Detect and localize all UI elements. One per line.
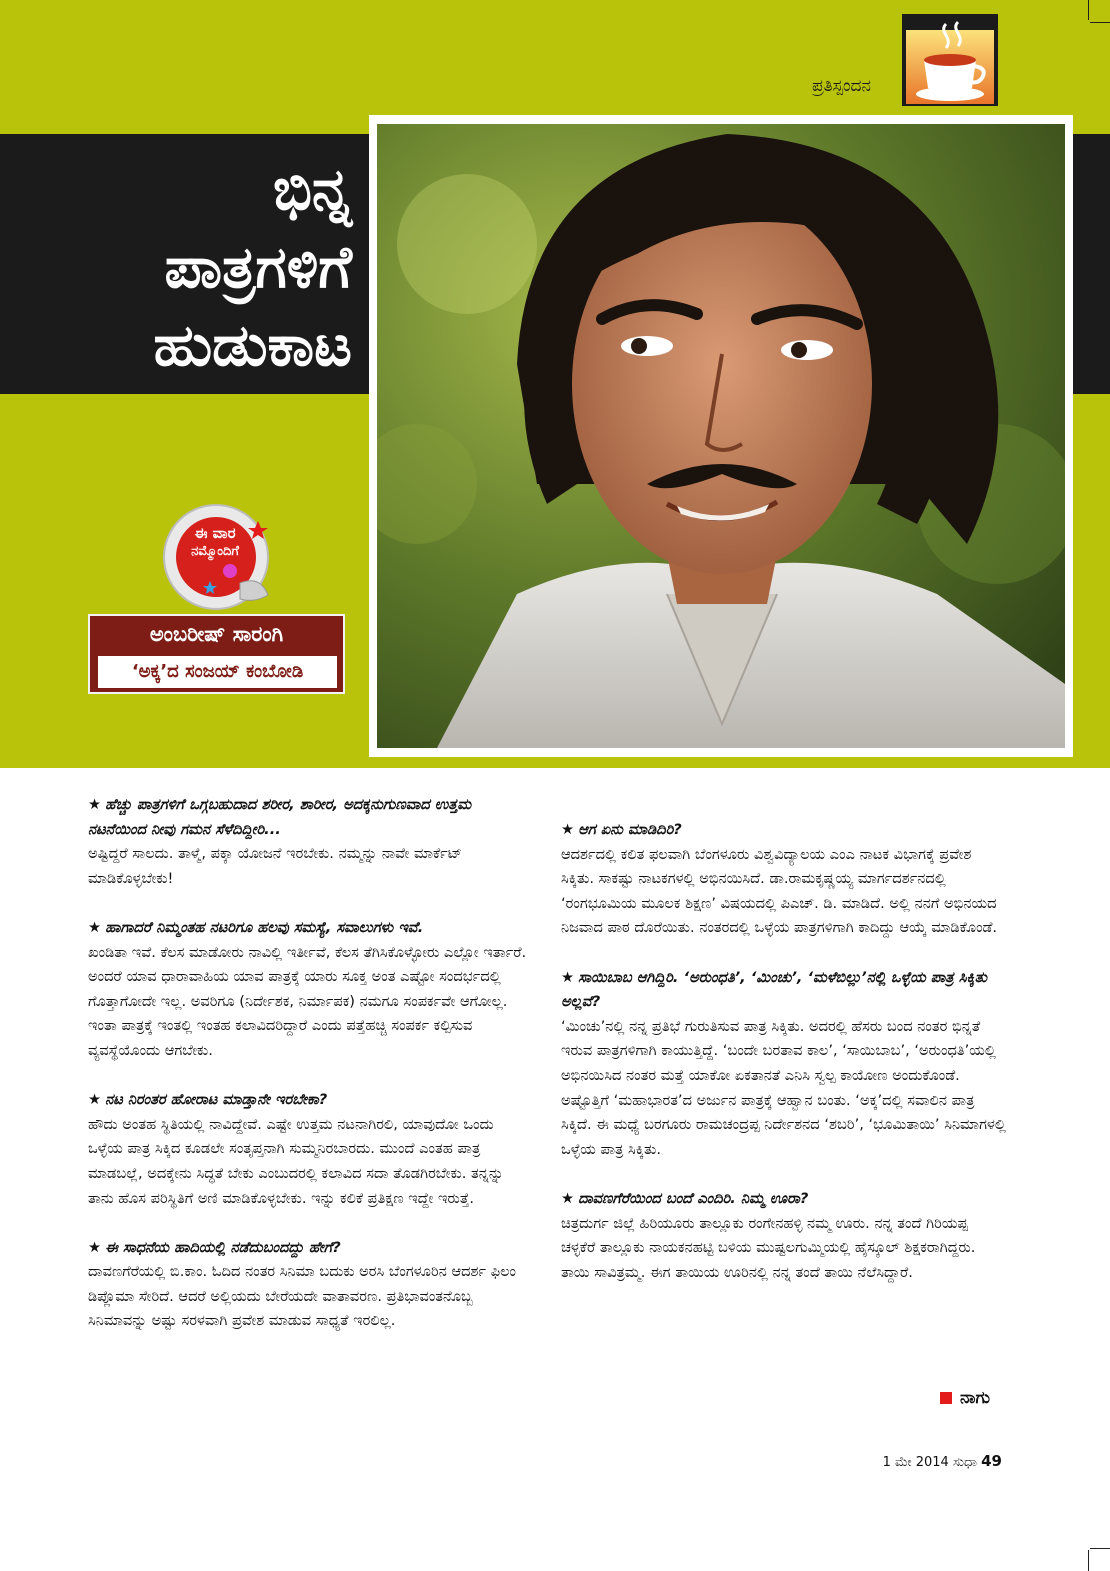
title-line: ಪಾತ್ರಗಳಿಗೆ [164,233,352,301]
actor-role: ‘ಅಕ್ಕ’ದ ಸಂಜಯ್ ಕಂಬೋಡಿ [98,656,337,688]
qa-block [88,916,533,1064]
question: ★ ಈ ಸಾಧನೆಯ ಹಾದಿಯಲ್ಲಿ ನಡೆದುಬಂದದ್ದು ಹೇಗೆ? [88,1238,341,1256]
star-icon: ★ [561,1189,575,1207]
crop-mark [1090,22,1110,23]
title-line: ಭಿನ್ನ [272,155,352,223]
page-folio [880,1452,1002,1470]
answer: ಆದರ್ಶದಲ್ಲಿ ಕಲಿತ ಫಲವಾಗಿ ಬೆಂಗಳೂರು ವಿಶ್ವವಿದ್ಯಾಲಯ ಎಂಎ ನಾಟಕ ವಿಭಾಗಕ್ಕೆ ಪ್ರವೇಶ ಸಿಕ್ಕಿತು. ಸಾಕಷ್ಟು ನಾಟಕಗಳಲ್ಲಿ ಅಭಿನಯಿಸಿದೆ. ಡಾ.ರಾಮಕೃಷ್ಣಯ್ಯ ಮಾರ್ಗದರ್ಶನದಲ್ಲಿ ‘ರಂಗಭೂಮಿಯ ಮೂಲಕ ಶಿಕ್ಷಣ’ ವಿಷಯದಲ್ಲಿ ಪಿಎಚ್. ಡಿ. ಮಾಡಿದೆ. ಅಲ್ಲಿ ನನಗೆ ಅಭಿನಯದ ನಿಜವಾದ ಪಾಠ ದೊರೆಯಿತು. ನಂತರದಲ್ಲಿ ಒಳ್ಳೆಯ ಪಾತ್ರಗಳಿಗಾಗಿ ಕಾದಿದ್ದು ಆಯ್ಕೆ ಮಾಡಿಕೊಂಡೆ. [561,845,998,937]
crop-mark [1088,0,1089,20]
star-icon: ★ [88,796,102,813]
badge-text [170,523,260,561]
answer: ಚಿತ್ರದುರ್ಗ ಜಿಲ್ಲೆ ಹಿರಿಯೂರು ತಾಲ್ಲೂಕು ರಂಗೇನಹಳ್ಳಿ ನಮ್ಮ ಊರು. ನನ್ನ ತಂದೆ ಗಿರಿಯಪ್ಪ ಚಳ್ಳಕೆರೆ ತಾಲ್ಲೂಕು ನಾಯಕನಹಟ್ಟಿ ಬಳಿಯ ಮುಷ್ಟಲಗುಮ್ಮಿಯಲ್ಲಿ ಹೈಸ್ಕೂಲ್ ಶಿಕ್ಷಕರಾಗಿದ್ದರು. ತಾಯಿ ಸಾವಿತ್ರಮ್ಮ. ಈಗ ತಾಯಿಯ ಊರಿನಲ್ಲಿ ನನ್ನ ತಂದೆ ತಾಯಿ ನೆಲೆಸಿದ್ದಾರೆ. [561,1214,976,1281]
section-label: ಪ್ರತಿಸ್ಪಂದನ [812,76,871,96]
author-signature: ನಾಗು [940,1388,990,1408]
answer: ಅಷ್ಟಿದ್ದರೆ ಸಾಲದು. ತಾಳ್ಮೆ, ಪಕ್ಕಾ ಯೋಜನೆ ಇರಬೇಕು. ನಮ್ಮನ್ನು ನಾವೇ ಮಾರ್ಕೆಟ್ ಮಾಡಿಕೊಳ್ಳಬೇಕು! [88,845,463,887]
red-square-icon [940,1392,952,1404]
issue-date: 1 ಮೇ 2014 [882,1455,949,1470]
coffee-cup-icon [902,14,998,106]
badge-line-2: ನಮ್ಮೊಂದಿಗೆ [191,544,239,559]
magazine-name: ಸುಧಾ [952,1455,977,1470]
article-column-left [88,793,533,1359]
byline-box [88,614,345,694]
qa-block [88,793,533,891]
qa-block [561,966,1006,1163]
star-icon: ★ [88,918,102,936]
star-icon: ★ [88,1238,102,1256]
answer: ದಾವಣಗೆರೆಯಲ್ಲಿ ಬಿ.ಕಾಂ. ಓದಿದ ನಂತರ ಸಿನಿಮಾ ಬದುಕು ಅರಸಿ ಬೆಂಗಳೂರಿನ ಆದರ್ಶ ಫಿಲಂ ಡಿಪ್ಲೊಮಾ ಸೇರಿದೆ. ಆದರೆ ಅಲ್ಲಿಯದು ಬೇರೆಯದೇ ವಾತಾವರಣ. ಪ್ರತಿಭಾವಂತನೊಬ್ಬ ಸಿನಿಮಾವನ್ನು ಅಷ್ಟು ಸರಳವಾಗಿ ಪ್ರವೇಶ ಮಾಡುವ ಸಾಧ್ಯತೆ ಇರಲಿಲ್ಲ. [88,1263,516,1330]
qa-block [88,1088,533,1211]
article-title [22,150,352,384]
star-icon: ★ [88,1091,102,1109]
question: ★ ಸಾಯಿಬಾಬ ಆಗಿದ್ದಿರಿ. ‘ಅರುಂಧತಿ’, ‘ಮಿಂಚು’, ‘ಮಳೆಬಿಲ್ಲು’ನಲ್ಲಿ ಒಳ್ಳೆಯ ಪಾತ್ರ ಸಿಕ್ಕಿತು ಅಲ್ಲವೆ? [561,968,988,1011]
question: ★ ಆಗ ಏನು ಮಾಡಿದಿರಿ? [561,821,682,838]
question: ★ ದಾವಣಗೆರೆಯಿಂದ ಬಂದೆ ಎಂದಿರಿ. ನಿಮ್ಮ ಊರಾ? [561,1189,809,1207]
qa-block [88,1236,533,1334]
answer: ಹೌದು ಅಂತಹ ಸ್ಥಿತಿಯಲ್ಲಿ ನಾವಿದ್ದೇವೆ. ಎಷ್ಟೇ ಉತ್ತಮ ನಟನಾಗಿರಲಿ, ಯಾವುದೋ ಒಂದು ಒಳ್ಳೆಯ ಪಾತ್ರ ಸಿಕ್ಕಿದ ಕೂಡಲೇ ಸಂತೃಪ್ತನಾಗಿ ಸುಮ್ಮನಿರಬಾರದು. ಮುಂದೆ ಎಂತಹ ಪಾತ್ರ ಮಾಡಬಲ್ಲೆ, ಅದಕ್ಕೇನು ಸಿದ್ಧತೆ ಬೇಕು ಎಂಬುದರಲ್ಲಿ ಕಲಾವಿದ ಸದಾ ತೊಡಗಿರಬೇಕು. ತನ್ನನ್ನು ತಾನು ಹೊಸ ಪರಿಸ್ಥಿತಿಗೆ ಅಣಿ ಮಾಡಿಕೊಳ್ಳಬೇಕು. ಇನ್ನು ಕಲಿಕೆ ಪ್ರತಿಕ್ಷಣ ಇದ್ದೇ ಇರುತ್ತೆ. [88,1115,504,1207]
question: ★ ನಟ ನಿರಂತರ ಹೋರಾಟ ಮಾಡ್ತಾನೇ ಇರಬೇಕಾ? [88,1091,328,1109]
qa-block [561,818,1006,941]
answer: ‘ಮಿಂಚು’ನಲ್ಲಿ ನನ್ನ ಪ್ರತಿಭೆ ಗುರುತಿಸುವ ಪಾತ್ರ ಸಿಕ್ಕಿತು. ಅದರಲ್ಲಿ ಹೆಸರು ಬಂದ ನಂತರ ಭಿನ್ನತೆ ಇರುವ ಪಾತ್ರಗಳಿಗಾಗಿ ಕಾಯುತ್ತಿದ್ದೆ. ‘ಬಂದೇ ಬರತಾವ ಕಾಲ’, ‘ಸಾಯಿಬಾಬ’, ‘ಅರುಂಧತಿ’ಯಲ್ಲಿ ಅಭಿನಯಿಸಿದ ನಂತರ ಮತ್ತೆ ಯಾಕೋ ಏಕತಾನತೆ ಎನಿಸಿ ಸ್ವಲ್ಪ ಕಾಯೋಣ ಅಂದುಕೊಂಡೆ. ಅಷ್ಟೊತ್ತಿಗೆ ‘ಮಹಾಭಾರತ’ದ ಅರ್ಜುನ ಪಾತ್ರಕ್ಕೆ ಆಹ್ವಾನ ಬಂತು. ‘ಅಕ್ಕ’ದಲ್ಲಿ ಸವಾಲಿನ ಪಾತ್ರ ಸಿಕ್ಕಿದೆ. ಈ ಮಧ್ಯೆ ಬರಗೂರು ರಾಮಚಂದ್ರಪ್ಪ ನಿರ್ದೇಶನದ ‘ಶಬರಿ’, ‘ಭೂಮಿತಾಯಿ’ ಸಿನಿಮಾಗಳಲ್ಲಿ ಒಳ್ಳೆಯ ಪಾತ್ರ ಸಿಕ್ಕಿತು. [561,1017,1006,1158]
article-column-right [561,818,1006,1310]
crop-mark [1090,1548,1110,1549]
actor-name: ಅಂಬರೀಷ್ ಸಾರಂಗಿ [149,622,284,646]
title-line: ಹುಡುಕಾಟ [153,311,352,379]
star-icon: ★ [561,821,575,838]
portrait-photo [377,124,1065,748]
question: ★ ಹೆಚ್ಚು ಪಾತ್ರಗಳಿಗೆ ಒಗ್ಗಬಹುದಾದ ಶರೀರ, ಶಾರೀರ, ಅದಕ್ಕನುಗುಣವಾದ ಉತ್ತಮ ನಟನೆಯಿಂದ ನೀವು ಗಮನ ಸೆಳೆದಿದ್ದೀರಿ... [88,796,472,838]
question: ★ ಹಾಗಾದರೆ ನಿಮ್ಮಂತಹ ನಟರಿಗೂ ಹಲವು ಸಮಸ್ಯೆ, ಸವಾಲುಗಳು ಇವೆ. [88,918,424,936]
answer: ಖಂಡಿತಾ ಇವೆ. ಕೆಲಸ ಮಾಡೋರು ನಾವಿಲ್ಲಿ ಇರ್ತೀವೆ, ಕೆಲಸ ತೆಗಿಸಿಕೊಳ್ಳೋರು ಎಲ್ಲೋ ಇರ್ತಾರೆ. ಅಂದರೆ ಯಾವ ಧಾರಾವಾಹಿಯ ಯಾವ ಪಾತ್ರಕ್ಕೆ ಯಾರು ಸೂಕ್ತ ಅಂತ ಎಷ್ಟೋ ಸಂದರ್ಭದಲ್ಲಿ ಗೊತ್ತಾಗೋದೇ ಇಲ್ಲ. ಅವರಿಗೂ (ನಿರ್ದೇಶಕ, ನಿರ್ಮಾಪಕ) ನಮಗೂ ಸಂಪರ್ಕವೇ ಆಗೋಲ್ಲ. ಇಂತಾ ಪಾತ್ರಕ್ಕೆ ಇಂತಲ್ಲಿ ಇಂತಹ ಕಲಾವಿದರಿದ್ದಾರೆ ಎಂದು ಪತ್ತೆಹಚ್ಚಿ ಸಂಪರ್ಕ ಕಲ್ಪಿಸುವ ವ್ಯವಸ್ಥೆಯೊಂದು ಆಗಬೇಕು. [88,943,527,1059]
page-number: 49 [981,1452,1002,1470]
crop-mark [1088,1550,1089,1571]
badge-line-1: ಈ ವಾರ [194,524,236,542]
qa-block [561,1187,1006,1285]
star-icon: ★ [561,968,575,986]
